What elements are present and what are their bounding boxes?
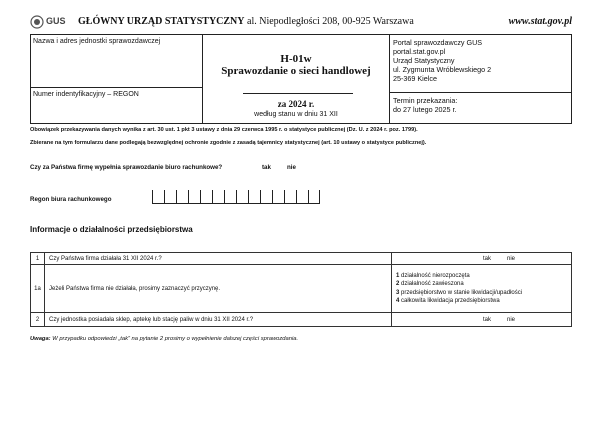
option-item[interactable]: 2 działalność zawieszona <box>396 281 464 287</box>
table-row <box>31 265 572 313</box>
form-code: H-01w <box>280 53 312 65</box>
office-street: ul. Zygmunta Wróblewskiego 2 <box>393 65 492 74</box>
option-item[interactable]: 1 działalność nierozpoczęta <box>396 272 470 279</box>
gus-logo-icon <box>30 15 44 29</box>
regon-digit-box[interactable] <box>296 190 308 204</box>
recipient-address <box>390 35 572 93</box>
question-text: Czy jednostka posiadała sklep, aptekę lub stację paliw w dniu 31 XII 2024 r.? <box>45 313 392 327</box>
regon-digit-box[interactable] <box>188 190 200 204</box>
answer-yes[interactable]: tak <box>482 255 491 262</box>
option-item[interactable]: 4 całkowita likwidacja przedsiębiorstwa <box>396 298 500 304</box>
regon-digit-box[interactable] <box>200 190 212 204</box>
question-number: 1 <box>31 253 45 265</box>
deadline <box>390 93 572 123</box>
regon-digit-box[interactable] <box>176 190 188 204</box>
regon-digit-box[interactable] <box>308 190 320 204</box>
answer-yes[interactable]: tak <box>482 316 491 323</box>
agency-name: GŁÓWNY URZĄD STATYSTYCZNY <box>78 16 245 27</box>
regon-digit-box[interactable] <box>236 190 248 204</box>
regon-digit-box[interactable] <box>212 190 224 204</box>
regon-digit-box[interactable] <box>152 190 164 204</box>
report-date: według stanu w dniu 31 XII <box>254 111 338 118</box>
answer-cell <box>392 313 572 327</box>
answer-options <box>392 265 572 313</box>
agency-line <box>78 16 414 27</box>
footnote-text: W przypadku odpowiedzi „tak” na pytanie 2 prosimy o wypełnienie dalszej części sprawozdania. <box>52 336 299 342</box>
option-item[interactable]: 3 przedsiębiorstwo w stanie likwidacji/upadłości <box>396 289 523 296</box>
name-address-field[interactable] <box>31 35 202 88</box>
regon-digit-box[interactable] <box>284 190 296 204</box>
answer-cell <box>392 253 572 265</box>
obligation-notice: Obowiązek przekazywania danych wynika z art. 30 ust. 1 pkt 3 ustawy z dnia 29 czerwca 1995 r. o statystyce publicznej (Dz. U. z 2024 r. poz. 1799). <box>30 127 418 133</box>
recipient-info <box>389 35 571 123</box>
questions-table <box>30 252 572 327</box>
footnote-label: Uwaga: <box>30 336 51 342</box>
question-number: 1a <box>31 265 45 313</box>
form-title: Sprawozdanie o sieci handlowej <box>221 65 371 77</box>
accounting-regon-label: Regon biura rachunkowego <box>30 196 112 203</box>
answer-no[interactable]: nie <box>506 255 515 262</box>
office-name: Urząd Statystyczny <box>393 56 455 65</box>
form-identity <box>203 35 389 123</box>
gus-logo <box>30 15 70 31</box>
agency-address: al. Niepodległości 208, 00-925 Warszawa <box>247 16 414 27</box>
website-link[interactable]: www.stat.gov.pl <box>508 16 572 27</box>
regon-digit-box[interactable] <box>248 190 260 204</box>
accounting-office-no[interactable]: nie <box>287 164 296 171</box>
regon-digit-box[interactable] <box>272 190 284 204</box>
page-header <box>30 14 572 34</box>
portal-url[interactable]: portal.stat.gov.pl <box>393 47 446 56</box>
table-row <box>31 313 572 327</box>
section-title: Informacje o działalności przedsiębiorstwa <box>30 225 193 234</box>
form-header-box <box>30 34 572 124</box>
divider <box>243 93 353 94</box>
answer-no[interactable]: nie <box>506 316 515 323</box>
respondent-info <box>31 35 203 123</box>
regon-digit-box[interactable] <box>260 190 272 204</box>
accounting-office-yes[interactable]: tak <box>262 164 271 171</box>
accounting-regon-input[interactable] <box>152 190 320 204</box>
question-text: Jeżeli Państwa firma nie działała, prosimy zaznaczyć przyczynę. <box>45 265 392 313</box>
regon-field[interactable] <box>31 88 202 123</box>
deadline-value: do 27 lutego 2025 r. <box>393 105 457 114</box>
office-city: 25-369 Kielce <box>393 74 437 83</box>
question-text: Czy Państwa firma działała 31 XII 2024 r.? <box>45 253 392 265</box>
name-address-label: Nazwa i adres jednostki sprawozdawczej <box>33 38 161 45</box>
accounting-office-question: Czy za Państwa firmę wypełnia sprawozdanie biuro rachunkowe? <box>30 164 223 171</box>
regon-label: Numer indentyfikacyjny – REGON <box>33 91 139 98</box>
deadline-label: Termin przekazania: <box>393 96 458 105</box>
regon-digit-box[interactable] <box>224 190 236 204</box>
table-row <box>31 253 572 265</box>
question-number: 2 <box>31 313 45 327</box>
report-year: za 2024 r. <box>277 99 315 109</box>
logo-text: GUS <box>46 16 66 26</box>
portal-label: Portal sprawozdawczy GUS <box>393 38 483 47</box>
footnote <box>30 336 298 342</box>
confidentiality-notice: Zbierane na tym formularzu dane podlegają bezwzględnej ochronie zgodnie z zasadą tajemnicy statystycznej (art. 10 ustawy o statystyce publicznej). <box>30 140 427 146</box>
regon-digit-box[interactable] <box>164 190 176 204</box>
